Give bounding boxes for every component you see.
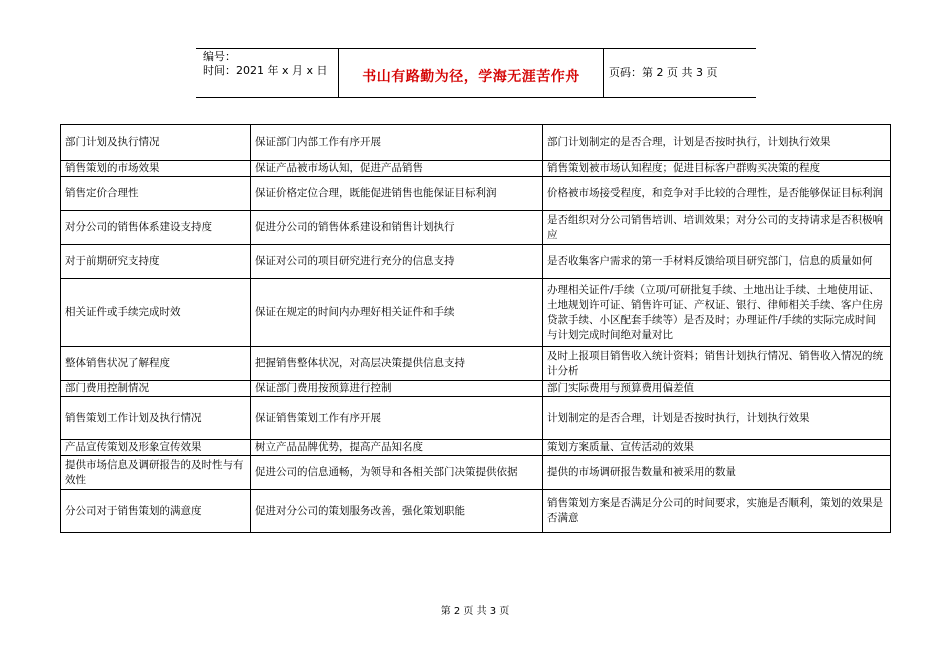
header-bottom-rule — [196, 97, 756, 98]
table-row — [61, 125, 891, 161]
objective-cell: 保证在规定的时间内办理好相关证件和手续 — [251, 279, 543, 347]
criteria-cell: 销售策划方案是否满足分公司的时间要求，实施是否顺利，策划的效果是否满意 — [543, 490, 891, 533]
criteria-cell: 策划方案质量、宣传活动的效果 — [543, 440, 891, 456]
objective-cell: 保证价格定位合理，既能促进销售也能保证目标利润 — [251, 177, 543, 211]
objective-cell: 促进对分公司的策划服务改善，强化策划职能 — [251, 490, 543, 533]
table-row — [61, 456, 891, 490]
table-row — [61, 347, 891, 381]
evaluation-table — [60, 124, 891, 533]
objective-cell: 保证产品被市场认知，促进产品销售 — [251, 161, 543, 177]
table-row — [61, 161, 891, 177]
objective-cell: 保证对公司的项目研究进行充分的信息支持 — [251, 245, 543, 279]
header-page-number: 页码：第 2 页 共 3 页 — [609, 66, 718, 79]
indicator-cell: 部门费用控制情况 — [61, 381, 251, 397]
objective-cell: 保证部门内部工作有序开展 — [251, 125, 543, 161]
objective-cell: 把握销售整体状况，对高层决策提供信息支持 — [251, 347, 543, 381]
document-date-label: 时间：2021 年 x 月 x 日 — [203, 64, 328, 77]
indicator-cell: 相关证件或手续完成时效 — [61, 279, 251, 347]
table-row — [61, 490, 891, 533]
header-divider-right — [603, 48, 604, 97]
indicator-cell: 部门计划及执行情况 — [61, 125, 251, 161]
objective-cell: 促进公司的信息通畅，为领导和各相关部门决策提供依据 — [251, 456, 543, 490]
table-row — [61, 279, 891, 347]
criteria-cell: 计划制定的是否合理，计划是否按时执行，计划执行效果 — [543, 397, 891, 440]
indicator-cell: 产品宣传策划及形象宣传效果 — [61, 440, 251, 456]
table-row — [61, 397, 891, 440]
objective-cell: 保证部门费用按预算进行控制 — [251, 381, 543, 397]
criteria-cell: 及时上报项目销售收入统计资料；销售计划执行情况、销售收入情况的统计分析 — [543, 347, 891, 381]
objective-cell: 保证销售策划工作有序开展 — [251, 397, 543, 440]
document-number-label: 编号： — [203, 50, 236, 63]
indicator-cell: 销售定价合理性 — [61, 177, 251, 211]
header-divider-left — [338, 48, 339, 97]
footer-page-number: 第 2 页 共 3 页 — [440, 606, 510, 617]
criteria-cell: 部门实际费用与预算费用偏差值 — [543, 381, 891, 397]
table-row — [61, 381, 891, 397]
criteria-cell: 价格被市场接受程度，和竞争对手比较的合理性，是否能够保证目标利润 — [543, 177, 891, 211]
indicator-cell: 对于前期研究支持度 — [61, 245, 251, 279]
indicator-cell: 销售策划的市场效果 — [61, 161, 251, 177]
criteria-cell: 办理相关证件/手续（立项/可研批复手续、土地出让手续、土地使用证、土地规划许可证、销售许可证、产权证、银行、律师相关手续、客户住房贷款手续、小区配套手续等）是否及时；办理证件/手续的实际完成时间与计划完成时间绝对量对比 — [543, 279, 891, 347]
header-motto: 书山有路勤为径，学海无涯苦作舟 — [362, 69, 580, 85]
table-row — [61, 245, 891, 279]
criteria-cell: 销售策划被市场认知程度；促进目标客户群购买决策的程度 — [543, 161, 891, 177]
indicator-cell: 销售策划工作计划及执行情况 — [61, 397, 251, 440]
header-top-rule — [196, 48, 756, 49]
table-row — [61, 440, 891, 456]
criteria-cell: 部门计划制定的是否合理，计划是否按时执行，计划执行效果 — [543, 125, 891, 161]
criteria-cell: 是否组织对分公司销售培训、培训效果；对分公司的支持请求是否积极响应 — [543, 211, 891, 245]
criteria-cell: 提供的市场调研报告数量和被采用的数量 — [543, 456, 891, 490]
objective-cell: 树立产品品牌优势，提高产品知名度 — [251, 440, 543, 456]
table-row — [61, 211, 891, 245]
indicator-cell: 整体销售状况了解程度 — [61, 347, 251, 381]
objective-cell: 促进分公司的销售体系建设和销售计划执行 — [251, 211, 543, 245]
indicator-cell: 对分公司的销售体系建设支持度 — [61, 211, 251, 245]
indicator-cell: 提供市场信息及调研报告的及时性与有效性 — [61, 456, 251, 490]
table-row — [61, 177, 891, 211]
indicator-cell: 分公司对于销售策划的满意度 — [61, 490, 251, 533]
criteria-cell: 是否收集客户需求的第一手材料反馈给项目研究部门，信息的质量如何 — [543, 245, 891, 279]
evaluation-table-body — [61, 125, 891, 533]
